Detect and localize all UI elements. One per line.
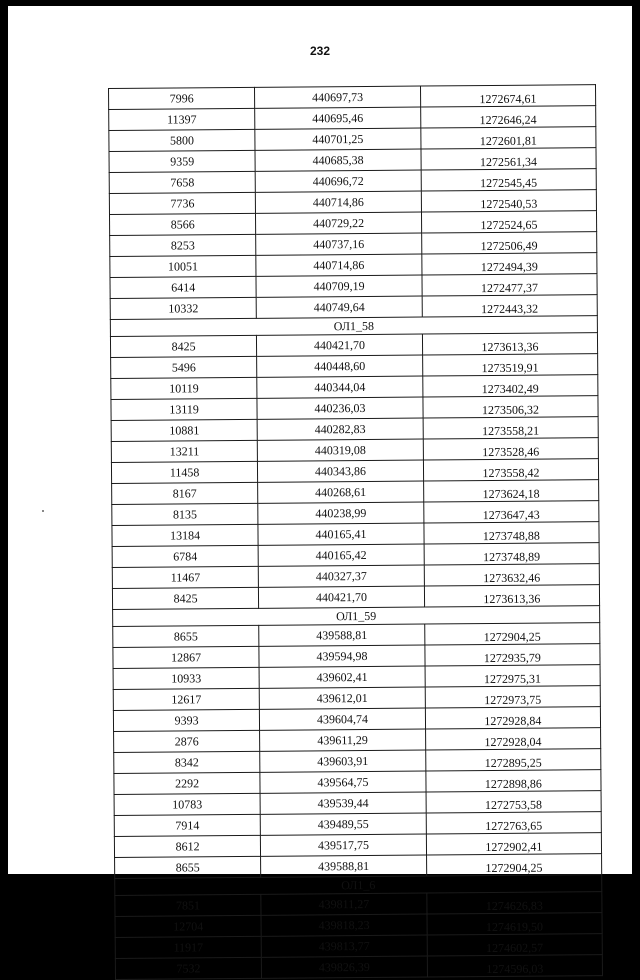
point-number-cell: 7532 xyxy=(115,958,261,980)
y-coordinate-cell: 1272928,84 xyxy=(425,707,600,729)
x-coordinate-cell: 440238,99 xyxy=(258,502,424,524)
x-coordinate-cell: 440701,25 xyxy=(255,128,421,150)
point-number-cell: 10881 xyxy=(111,419,257,441)
point-number-cell: 11397 xyxy=(109,108,255,130)
y-coordinate-cell: 1272524,65 xyxy=(421,211,596,233)
y-coordinate-cell: 1274619,50 xyxy=(427,913,602,935)
y-coordinate-cell: 1272545,45 xyxy=(421,169,596,191)
point-number-cell: 8135 xyxy=(112,503,258,525)
point-number-cell: 5800 xyxy=(109,129,255,151)
x-coordinate-cell: 440165,42 xyxy=(258,544,424,566)
x-coordinate-cell: 439818,23 xyxy=(261,914,427,936)
y-coordinate-cell: 1272561,34 xyxy=(421,148,596,170)
y-coordinate-cell: 1274626,83 xyxy=(427,892,602,914)
y-coordinate-cell: 1272646,24 xyxy=(420,106,595,128)
point-number-cell: 11917 xyxy=(115,937,261,959)
point-number-cell: 9359 xyxy=(109,150,255,172)
point-number-cell: 8253 xyxy=(110,234,256,256)
x-coordinate-cell: 439594,98 xyxy=(259,645,425,667)
x-coordinate-cell: 440697,73 xyxy=(255,86,421,108)
y-coordinate-cell: 1273402,49 xyxy=(423,375,598,397)
point-number-cell: 11458 xyxy=(111,461,257,483)
y-coordinate-cell: 1272898,86 xyxy=(426,770,601,792)
x-coordinate-cell: 440709,19 xyxy=(256,275,422,297)
y-coordinate-cell: 1272674,61 xyxy=(420,85,595,107)
point-number-cell: 2292 xyxy=(114,773,260,795)
y-coordinate-cell: 1272904,25 xyxy=(426,854,601,876)
x-coordinate-cell: 439826,39 xyxy=(262,956,428,978)
x-coordinate-cell: 440282,83 xyxy=(257,418,423,440)
y-coordinate-cell: 1272975,31 xyxy=(425,665,600,687)
point-number-cell: 8342 xyxy=(114,752,260,774)
point-number-cell: 8655 xyxy=(113,626,259,648)
y-coordinate-cell: 1273558,42 xyxy=(423,459,598,481)
point-number-cell: 7658 xyxy=(109,171,255,193)
point-number-cell: 8425 xyxy=(112,587,258,609)
coordinate-table-body xyxy=(109,85,603,980)
y-coordinate-cell: 1272477,37 xyxy=(422,274,597,296)
y-coordinate-cell: 1274602,57 xyxy=(427,934,602,956)
x-coordinate-cell: 439811,27 xyxy=(261,893,427,915)
section-title: ОЛ1_6 xyxy=(115,875,602,896)
point-number-cell: 7736 xyxy=(109,192,255,214)
point-number-cell: 12617 xyxy=(113,689,259,711)
point-number-cell: 12867 xyxy=(113,647,259,669)
x-coordinate-cell: 439611,29 xyxy=(260,729,426,751)
point-number-cell: 10332 xyxy=(110,297,256,319)
x-coordinate-cell: 440327,37 xyxy=(258,565,424,587)
point-number-cell: 5496 xyxy=(111,356,257,378)
point-number-cell: 9393 xyxy=(113,710,259,732)
x-coordinate-cell: 440714,86 xyxy=(256,191,422,213)
document-page xyxy=(8,6,632,977)
x-coordinate-cell: 439603,91 xyxy=(260,750,426,772)
y-coordinate-cell: 1272753,58 xyxy=(426,791,601,813)
y-coordinate-cell: 1272763,65 xyxy=(426,812,601,834)
x-coordinate-cell: 440236,03 xyxy=(257,397,423,419)
point-number-cell: 8566 xyxy=(109,213,255,235)
y-coordinate-cell: 1272935,79 xyxy=(425,644,600,666)
point-number-cell: 8612 xyxy=(114,836,260,858)
x-coordinate-cell: 440421,70 xyxy=(259,586,425,608)
x-coordinate-cell: 439612,01 xyxy=(259,687,425,709)
x-coordinate-cell: 439517,75 xyxy=(261,834,427,856)
y-coordinate-cell: 1273748,89 xyxy=(424,543,599,565)
y-coordinate-cell: 1273558,21 xyxy=(423,417,598,439)
x-coordinate-cell: 439604,74 xyxy=(260,708,426,730)
point-number-cell: 10933 xyxy=(113,668,259,690)
point-number-cell: 11467 xyxy=(112,566,258,588)
y-coordinate-cell: 1272443,32 xyxy=(422,295,597,317)
section-title: ОЛ1_58 xyxy=(110,316,597,337)
y-coordinate-cell: 1273647,43 xyxy=(424,501,599,523)
x-coordinate-cell: 439564,75 xyxy=(260,771,426,793)
point-number-cell: 13184 xyxy=(112,524,258,546)
point-number-cell: 10783 xyxy=(114,794,260,816)
x-coordinate-cell: 440319,08 xyxy=(257,439,423,461)
y-coordinate-cell: 1272973,75 xyxy=(425,686,600,708)
x-coordinate-cell: 440749,64 xyxy=(256,296,422,318)
x-coordinate-cell: 439588,81 xyxy=(259,624,425,646)
point-number-cell: 8655 xyxy=(115,857,261,879)
y-coordinate-cell: 1274596,03 xyxy=(427,955,602,977)
y-coordinate-cell: 1272928,04 xyxy=(425,728,600,750)
y-coordinate-cell: 1273632,46 xyxy=(424,564,599,586)
x-coordinate-cell: 439602,41 xyxy=(259,666,425,688)
y-coordinate-cell: 1272494,39 xyxy=(422,253,597,275)
x-coordinate-cell: 440344,04 xyxy=(257,376,423,398)
point-number-cell: 7851 xyxy=(115,895,261,917)
point-number-cell: 7914 xyxy=(114,815,260,837)
y-coordinate-cell: 1273748,88 xyxy=(424,522,599,544)
x-coordinate-cell: 439489,55 xyxy=(260,813,426,835)
x-coordinate-cell: 440714,86 xyxy=(256,254,422,276)
x-coordinate-cell: 440695,46 xyxy=(255,107,421,129)
point-number-cell: 8167 xyxy=(112,482,258,504)
page-number: 232 xyxy=(309,44,331,58)
point-number-cell: 12704 xyxy=(115,916,261,938)
point-number-cell: 7996 xyxy=(109,87,255,109)
y-coordinate-cell: 1273613,36 xyxy=(424,585,599,607)
point-number-cell: 8425 xyxy=(110,335,256,357)
coordinate-table xyxy=(108,84,603,980)
x-coordinate-cell: 440737,16 xyxy=(256,233,422,255)
y-coordinate-cell: 1273519,91 xyxy=(422,354,597,376)
scan-speck xyxy=(42,510,44,512)
table-row xyxy=(115,955,602,980)
y-coordinate-cell: 1272601,81 xyxy=(421,127,596,149)
point-number-cell: 10051 xyxy=(110,255,256,277)
x-coordinate-cell: 440421,70 xyxy=(257,334,423,356)
point-number-cell: 13119 xyxy=(111,398,257,420)
point-number-cell: 6414 xyxy=(110,276,256,298)
y-coordinate-cell: 1272904,25 xyxy=(424,623,599,645)
y-coordinate-cell: 1272895,25 xyxy=(425,749,600,771)
y-coordinate-cell: 1272506,49 xyxy=(421,232,596,254)
x-coordinate-cell: 439588,81 xyxy=(261,855,427,877)
y-coordinate-cell: 1272902,41 xyxy=(426,833,601,855)
x-coordinate-cell: 440268,61 xyxy=(258,481,424,503)
point-number-cell: 2876 xyxy=(114,731,260,753)
y-coordinate-cell: 1273624,18 xyxy=(423,480,598,502)
x-coordinate-cell: 440729,22 xyxy=(256,212,422,234)
point-number-cell: 6784 xyxy=(112,545,258,567)
x-coordinate-cell: 440696,72 xyxy=(255,170,421,192)
x-coordinate-cell: 439539,44 xyxy=(260,792,426,814)
x-coordinate-cell: 440165,41 xyxy=(258,523,424,545)
y-coordinate-cell: 1273528,46 xyxy=(423,438,598,460)
y-coordinate-cell: 1273613,36 xyxy=(422,333,597,355)
y-coordinate-cell: 1273506,32 xyxy=(423,396,598,418)
section-title: ОЛ1_59 xyxy=(113,606,600,627)
x-coordinate-cell: 439813,77 xyxy=(261,935,427,957)
x-coordinate-cell: 440685,38 xyxy=(255,149,421,171)
x-coordinate-cell: 440448,60 xyxy=(257,355,423,377)
x-coordinate-cell: 440343,86 xyxy=(258,460,424,482)
point-number-cell: 10119 xyxy=(111,377,257,399)
point-number-cell: 13211 xyxy=(111,440,257,462)
y-coordinate-cell: 1272540,53 xyxy=(421,190,596,212)
